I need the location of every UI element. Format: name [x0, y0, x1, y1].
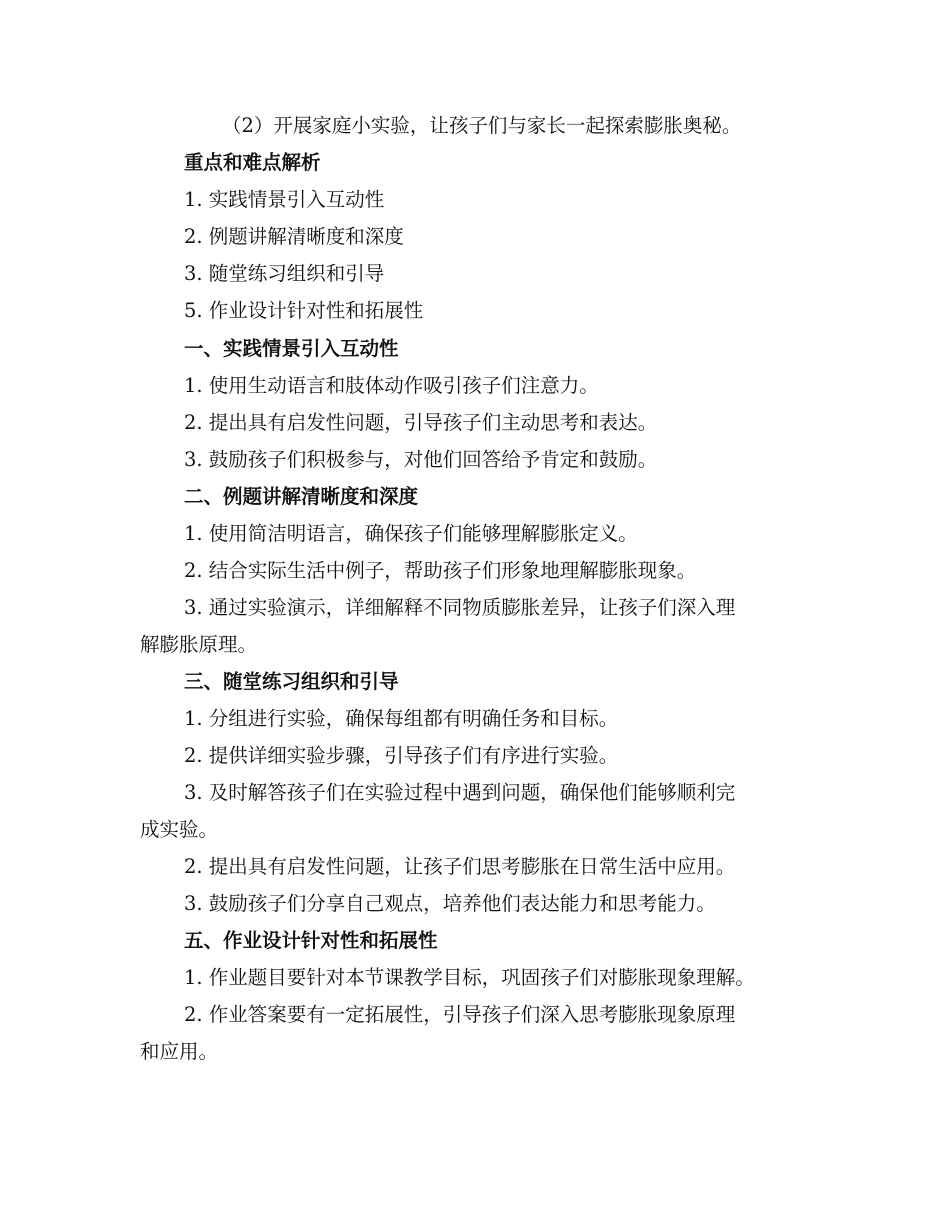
paragraph-home-experiment: （2）开展家庭小实验，让孩子们与家长一起探索膨胀奥秘。	[222, 114, 742, 137]
list-item: 2. 作业答案要有一定拓展性，引导孩子们深入思考膨胀现象原理	[184, 1003, 736, 1026]
list-item: 1. 使用生动语言和肢体动作吸引孩子们注意力。	[184, 374, 599, 397]
list-item: 3. 随堂练习组织和引导	[184, 262, 385, 285]
section-heading-key-points: 重点和难点解析	[184, 151, 321, 174]
list-item: 2. 提出具有启发性问题，让孩子们思考膨胀在日常生活中应用。	[184, 855, 736, 878]
section-heading-1: 一、实践情景引入互动性	[184, 337, 399, 360]
list-item: 2. 结合实际生活中例子，帮助孩子们形象地理解膨胀现象。	[184, 559, 697, 582]
list-item: 1. 实践情景引入互动性	[184, 188, 385, 211]
section-heading-2: 二、例题讲解清晰度和深度	[184, 485, 419, 508]
list-item-continuation: 和应用。	[140, 1040, 219, 1063]
list-item: 3. 鼓励孩子们分享自己观点，培养他们表达能力和思考能力。	[184, 892, 716, 915]
list-item: 3. 通过实验演示，详细解释不同物质膨胀差异，让孩子们深入理	[184, 596, 736, 619]
list-item: 1. 分组进行实验，确保每组都有明确任务和目标。	[184, 707, 619, 730]
list-item: 3. 及时解答孩子们在实验过程中遇到问题，确保他们能够顺利完	[184, 781, 736, 804]
list-item: 2. 例题讲解清晰度和深度	[184, 225, 404, 248]
list-item: 2. 提出具有启发性问题，引导孩子们主动思考和表达。	[184, 411, 658, 434]
list-item: 1. 作业题目要针对本节课教学目标，巩固孩子们对膨胀现象理解。	[184, 966, 755, 989]
section-heading-3: 三、随堂练习组织和引导	[184, 670, 399, 693]
section-heading-5: 五、作业设计针对性和拓展性	[184, 929, 438, 952]
list-item: 2. 提供详细实验步骤，引导孩子们有序进行实验。	[184, 744, 619, 767]
list-item-continuation: 成实验。	[140, 818, 219, 841]
list-item-continuation: 解膨胀原理。	[140, 633, 258, 656]
list-item: 3. 鼓励孩子们积极参与，对他们回答给予肯定和鼓励。	[184, 448, 658, 471]
list-item: 1. 使用简洁明语言，确保孩子们能够理解膨胀定义。	[184, 522, 638, 545]
list-item: 5. 作业设计针对性和拓展性	[184, 299, 424, 322]
